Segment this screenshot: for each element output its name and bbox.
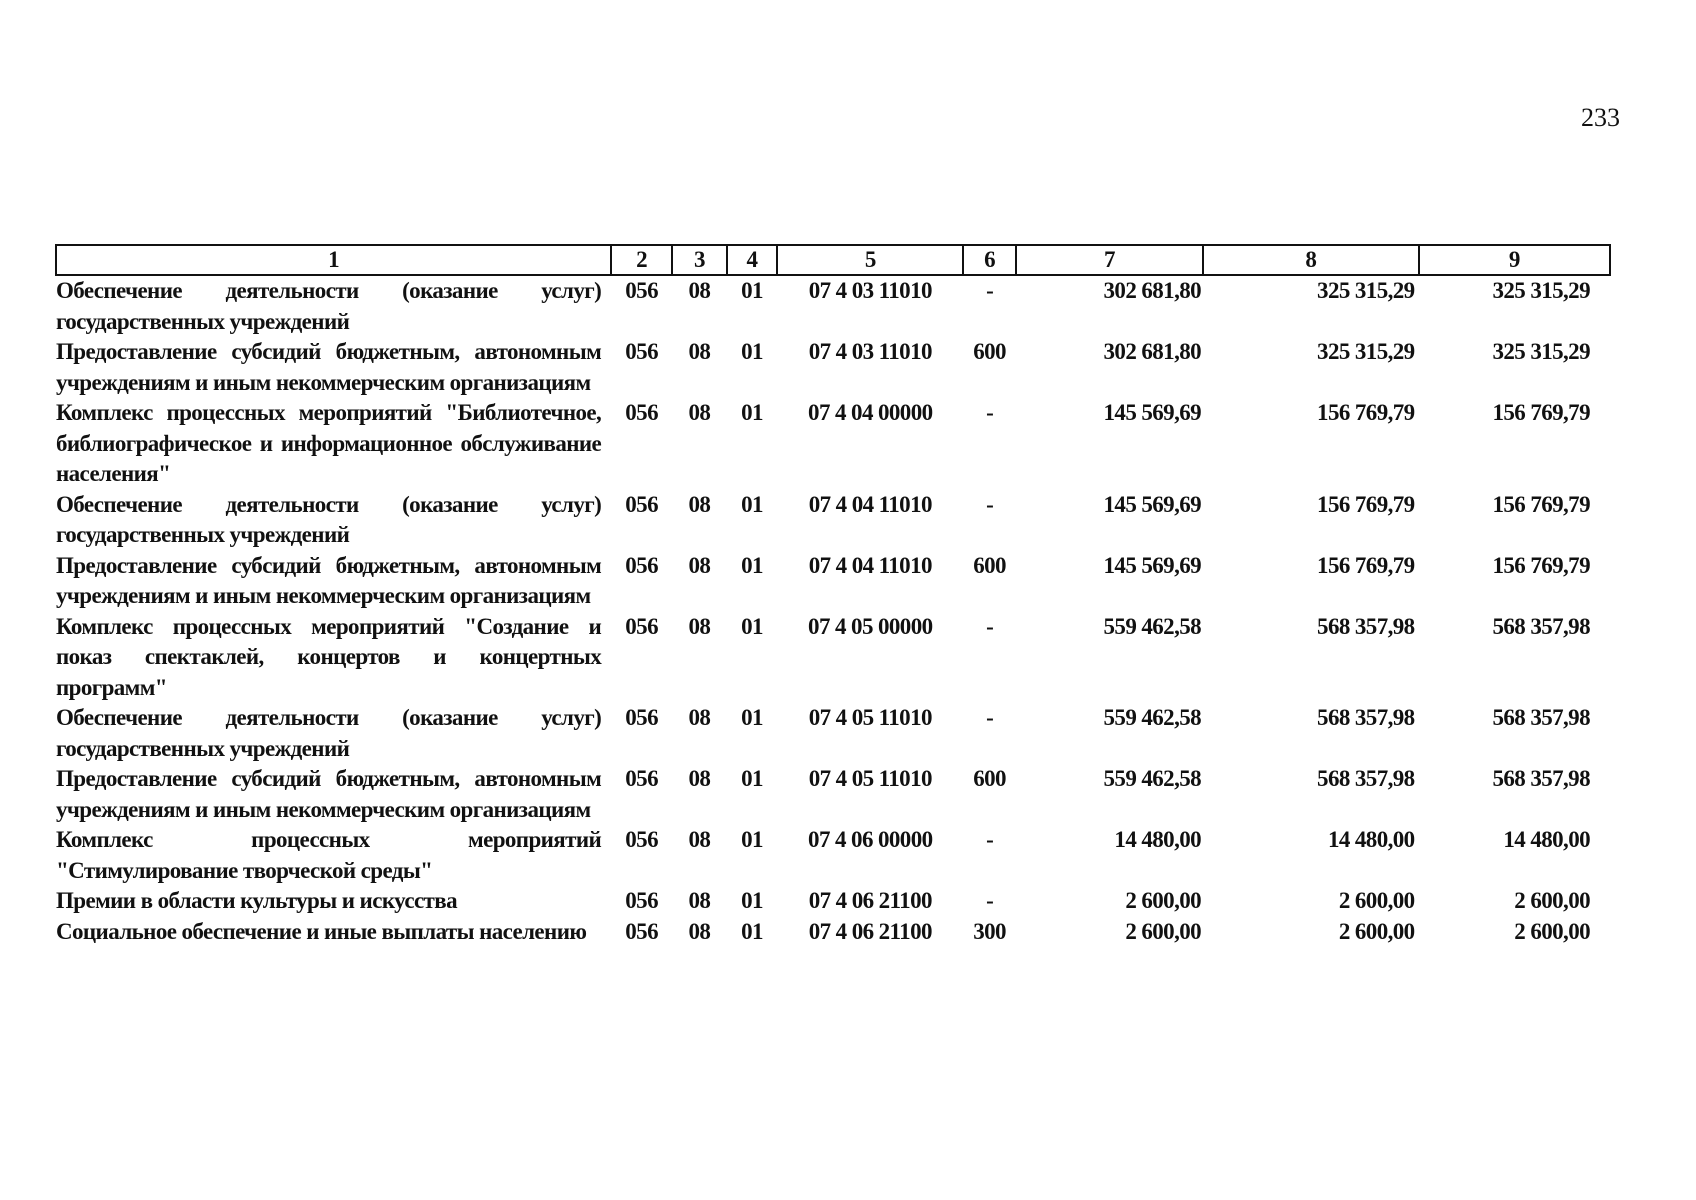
- cell-col-6: 300: [973, 918, 1006, 944]
- cell-col-3: 08: [688, 888, 711, 913]
- cell-col-9: 568 357,98: [1492, 613, 1590, 639]
- cell-col-6: 600: [973, 339, 1006, 364]
- cell-col-8: 14 480,00: [1327, 827, 1415, 852]
- cell-col-6: -: [986, 705, 994, 730]
- item-name: Предоставление субсидий бюджетным, автономным учреждениям и иным некоммерческим организациям: [56, 766, 602, 822]
- cell-col-7: 302 681,80: [1103, 339, 1202, 364]
- cell-col-2: 056: [625, 888, 658, 913]
- item-name: Предоставление субсидий бюджетным, автономным учреждениям и иным некоммерческим организациям: [56, 339, 602, 395]
- cell-col-6: -: [986, 400, 994, 425]
- cell-col-3: 08: [688, 278, 711, 303]
- cell-col-6: -: [986, 491, 994, 517]
- table-row: [56, 886, 1610, 917]
- cell-col-6: 600: [973, 766, 1006, 791]
- item-name: Комплекс процессных мероприятий "Библиотечное, библиографическое и информационное обслуживание населения": [56, 400, 602, 486]
- table-row: [56, 703, 1610, 764]
- cell-col-4: 01: [741, 888, 763, 913]
- column-header: 1: [56, 245, 611, 275]
- cell-col-9: 2 600,00: [1514, 888, 1590, 913]
- cell-col-9: 568 357,98: [1492, 705, 1590, 730]
- cell-col-7: 2 600,00: [1125, 918, 1202, 944]
- column-header: 4: [727, 245, 777, 275]
- cell-col-7: 145 569,69: [1103, 491, 1202, 517]
- cell-col-2: 056: [625, 400, 658, 425]
- budget-table: [55, 244, 1611, 947]
- cell-col-9: 568 357,98: [1492, 766, 1590, 791]
- item-name: Комплекс процессных мероприятий "Создание и показ спектаклей, концертов и концертных программ": [56, 613, 602, 700]
- column-header: 3: [672, 245, 727, 275]
- cell-col-2: 056: [625, 339, 658, 364]
- cell-col-8: 156 769,79: [1317, 552, 1415, 578]
- cell-col-8: 568 357,98: [1317, 766, 1415, 791]
- cell-col-8: 325 315,29: [1317, 278, 1415, 303]
- cell-col-5: 07 4 04 11010: [808, 552, 932, 578]
- table-row: [56, 490, 1610, 551]
- cell-col-4: 01: [741, 613, 763, 639]
- cell-col-3: 08: [688, 613, 711, 639]
- table-row: [56, 337, 1610, 398]
- cell-col-2: 056: [625, 278, 658, 303]
- cell-col-8: 2 600,00: [1338, 888, 1415, 913]
- cell-col-4: 01: [741, 278, 763, 303]
- item-name: Социальное обеспечение и иные выплаты населению: [56, 918, 587, 944]
- item-name: Обеспечение деятельности (оказание услуг) государственных учреждений: [56, 491, 602, 547]
- table-row: [56, 551, 1610, 612]
- cell-col-7: 2 600,00: [1125, 888, 1202, 913]
- column-header: 9: [1419, 245, 1610, 275]
- cell-col-7: 559 462,58: [1103, 705, 1202, 730]
- cell-col-6: -: [986, 888, 994, 913]
- table-row: [56, 764, 1610, 825]
- cell-col-5: 07 4 03 11010: [808, 339, 932, 364]
- table-row: [56, 612, 1610, 704]
- cell-col-4: 01: [741, 491, 763, 517]
- table-header-row: [56, 245, 1610, 275]
- cell-col-3: 08: [688, 766, 711, 791]
- column-header: 6: [963, 245, 1016, 275]
- cell-col-8: 325 315,29: [1317, 339, 1415, 364]
- column-header: 7: [1016, 245, 1203, 275]
- cell-col-7: 14 480,00: [1114, 827, 1202, 852]
- cell-col-4: 01: [741, 827, 763, 852]
- cell-col-5: 07 4 04 11010: [808, 491, 932, 517]
- table-row: [56, 275, 1610, 337]
- cell-col-5: 07 4 05 11010: [808, 766, 932, 791]
- cell-col-2: 056: [625, 766, 658, 791]
- cell-col-2: 056: [625, 491, 658, 517]
- cell-col-2: 056: [625, 827, 658, 852]
- cell-col-9: 156 769,79: [1492, 400, 1590, 425]
- cell-col-7: 145 569,69: [1103, 400, 1202, 425]
- cell-col-4: 01: [741, 705, 763, 730]
- cell-col-8: 156 769,79: [1317, 400, 1415, 425]
- cell-col-8: 2 600,00: [1338, 918, 1415, 944]
- cell-col-4: 01: [741, 766, 763, 791]
- cell-col-8: 568 357,98: [1317, 613, 1415, 639]
- cell-col-7: 145 569,69: [1103, 552, 1202, 578]
- table-row: [56, 825, 1610, 886]
- column-header: 5: [777, 245, 963, 275]
- cell-col-5: 07 4 06 21100: [808, 888, 932, 913]
- cell-col-3: 08: [688, 400, 711, 425]
- item-name: Обеспечение деятельности (оказание услуг) государственных учреждений: [56, 278, 602, 334]
- table-row: [56, 398, 1610, 490]
- table-row: [56, 917, 1610, 948]
- cell-col-5: 07 4 05 11010: [808, 705, 932, 730]
- cell-col-8: 156 769,79: [1317, 491, 1415, 517]
- cell-col-4: 01: [741, 918, 763, 944]
- cell-col-6: -: [986, 613, 994, 639]
- cell-col-5: 07 4 04 00000: [808, 400, 933, 425]
- cell-col-9: 325 315,29: [1492, 278, 1590, 303]
- cell-col-5: 07 4 06 00000: [808, 827, 933, 852]
- cell-col-5: 07 4 05 00000: [808, 613, 933, 639]
- item-name: Обеспечение деятельности (оказание услуг) государственных учреждений: [56, 705, 602, 761]
- cell-col-3: 08: [688, 552, 711, 578]
- cell-col-9: 2 600,00: [1514, 918, 1590, 944]
- item-name: Комплекс процессных мероприятий "Стимулирование творческой среды": [56, 827, 602, 883]
- cell-col-3: 08: [688, 918, 711, 944]
- cell-col-3: 08: [688, 827, 711, 852]
- cell-col-5: 07 4 03 11010: [808, 278, 932, 303]
- cell-col-2: 056: [625, 918, 658, 944]
- cell-col-6: 600: [973, 552, 1006, 578]
- cell-col-9: 156 769,79: [1492, 491, 1590, 517]
- page-number: 233: [1581, 103, 1620, 132]
- cell-col-9: 325 315,29: [1492, 339, 1590, 364]
- item-name: Предоставление субсидий бюджетным, автономным учреждениям и иным некоммерческим организациям: [56, 552, 602, 608]
- cell-col-7: 559 462,58: [1103, 613, 1202, 639]
- cell-col-6: -: [986, 278, 994, 303]
- column-header: 2: [611, 245, 672, 275]
- cell-col-7: 559 462,58: [1103, 766, 1202, 791]
- cell-col-3: 08: [688, 339, 711, 364]
- cell-col-5: 07 4 06 21100: [808, 918, 932, 944]
- cell-col-3: 08: [688, 705, 711, 730]
- cell-col-4: 01: [741, 552, 763, 578]
- cell-col-3: 08: [688, 491, 711, 517]
- cell-col-2: 056: [625, 552, 658, 578]
- cell-col-2: 056: [625, 705, 658, 730]
- column-header: 8: [1203, 245, 1419, 275]
- cell-col-9: 14 480,00: [1503, 827, 1590, 852]
- cell-col-7: 302 681,80: [1103, 278, 1202, 303]
- item-name: Премии в области культуры и искусства: [56, 888, 457, 913]
- cell-col-2: 056: [625, 613, 658, 639]
- cell-col-4: 01: [741, 339, 763, 364]
- cell-col-4: 01: [741, 400, 763, 425]
- cell-col-6: -: [986, 827, 994, 852]
- cell-col-8: 568 357,98: [1317, 705, 1415, 730]
- cell-col-9: 156 769,79: [1492, 552, 1590, 578]
